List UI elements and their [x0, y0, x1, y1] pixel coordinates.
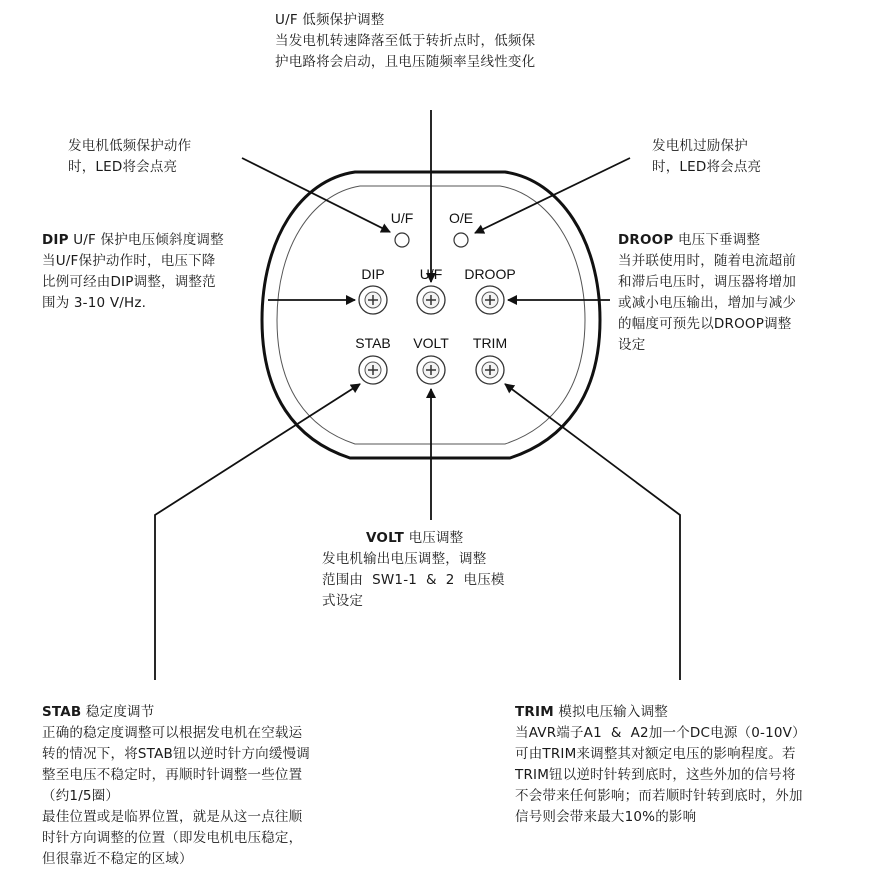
oe-led	[454, 233, 468, 247]
stab-knob[interactable]	[359, 356, 387, 384]
volt-title	[322, 528, 582, 549]
droop-knob[interactable]	[476, 286, 504, 314]
volt-title-key: VOLT	[366, 530, 405, 546]
uf-knob[interactable]	[417, 286, 445, 314]
knob-label-dip: DIP	[361, 266, 385, 282]
stab-title-key: STAB	[42, 704, 82, 720]
dip-line: 比例可经由DIP调整，调整范	[42, 274, 216, 290]
stab-title	[42, 702, 402, 723]
dip-knob[interactable]	[359, 286, 387, 314]
trim-line: 可由TRIM来调整其对额定电压的影响程度。若	[515, 746, 796, 762]
dip-line: 当U/F保护动作时，电压下降	[42, 253, 216, 269]
uf-adjust-title: U/F 低频保护调整	[275, 12, 385, 28]
trim-line: 当AVR端子A1 & A2加一个DC电源（0-10V）	[515, 725, 806, 741]
arrow-uf-led	[242, 158, 390, 232]
stab-line: 时针方向调整的位置（即发电机电压稳定，	[42, 830, 303, 846]
stab-line: 正确的稳定度调整可以根据发电机在空载运	[42, 725, 303, 741]
uf-led-line: 发电机低频保护动作	[68, 138, 192, 154]
uf-adjust-line: 当发电机转速降落至低于转折点时，低频保	[275, 33, 536, 49]
volt-knob[interactable]	[417, 356, 445, 384]
led-label-oe: O/E	[448, 210, 474, 226]
trim-title	[515, 702, 870, 723]
droop-note	[618, 230, 868, 356]
arrow-oe-led	[475, 158, 630, 233]
uf-adjust-line: 护电路将会启动，且电压随频率呈线性变化	[275, 54, 536, 70]
droop-line: 设定	[618, 337, 646, 353]
trim-title-key: TRIM	[515, 704, 554, 720]
uf-led-note	[68, 136, 248, 178]
knob-label-uf: U/F	[419, 266, 443, 282]
droop-line: 的幅度可预先以DROOP调整	[618, 316, 792, 332]
uf-adjust-note	[275, 10, 605, 73]
trim-line: 不会带来任何影响；而若顺时针转到底时，外加	[515, 788, 803, 804]
knob-label-trim: TRIM	[472, 335, 508, 351]
knob-label-droop: DROOP	[464, 266, 516, 282]
stab-note	[42, 702, 402, 870]
dip-title	[42, 230, 272, 251]
droop-title-key: DROOP	[618, 232, 674, 248]
droop-line: 和滞后电压时，调压器将增加	[618, 274, 797, 290]
stab-line: 但很靠近不稳定的区域）	[42, 851, 193, 867]
knob-label-stab: STAB	[355, 335, 391, 351]
trim-line: 信号则会带来最大10%的影响	[515, 809, 697, 825]
droop-line: 当并联使用时，随着电流超前	[618, 253, 797, 269]
trim-line: TRIM钮以逆时针转到底时，这些外加的信号将	[515, 767, 796, 783]
volt-line: 式设定	[322, 593, 364, 609]
dip-title-key: DIP	[42, 232, 69, 248]
droop-line: 或减小电压输出，增加与减少	[618, 295, 797, 311]
stab-line: 整至电压不稳定时，再顺时针调整一些位置	[42, 767, 303, 783]
uf-led-line: 时，LED将会点亮	[68, 159, 178, 175]
oe-led-line: 时，LED将会点亮	[652, 159, 762, 175]
oe-led-line: 发电机过励保护	[652, 138, 748, 154]
dip-line: 围为 3-10 V/Hz.	[42, 295, 147, 311]
led-label-uf: U/F	[390, 210, 414, 226]
droop-title	[618, 230, 868, 251]
stab-title-rest: 稳定度调节	[81, 704, 155, 720]
volt-line: 范围由 SW1-1 & 2 电压模	[322, 572, 505, 588]
dip-note	[42, 230, 272, 314]
stab-line: 转的情况下，将STAB钮以逆时针方向缓慢调	[42, 746, 310, 762]
knob-label-volt: VOLT	[413, 335, 449, 351]
trim-title-rest: 模拟电压输入调整	[553, 704, 668, 720]
uf-led	[395, 233, 409, 247]
droop-title-rest: 电压下垂调整	[673, 232, 761, 248]
volt-line: 发电机输出电压调整，调整	[322, 551, 487, 567]
trim-note	[515, 702, 870, 828]
stab-line: （约1/5圈）	[42, 788, 120, 804]
stab-line: 最佳位置或是临界位置，就是从这一点往顺	[42, 809, 303, 825]
volt-note	[322, 528, 582, 612]
oe-led-note	[652, 136, 832, 178]
dip-title-rest: U/F 保护电压倾斜度调整	[68, 232, 224, 248]
trim-knob[interactable]	[476, 356, 504, 384]
volt-title-rest: 电压调整	[404, 530, 464, 546]
